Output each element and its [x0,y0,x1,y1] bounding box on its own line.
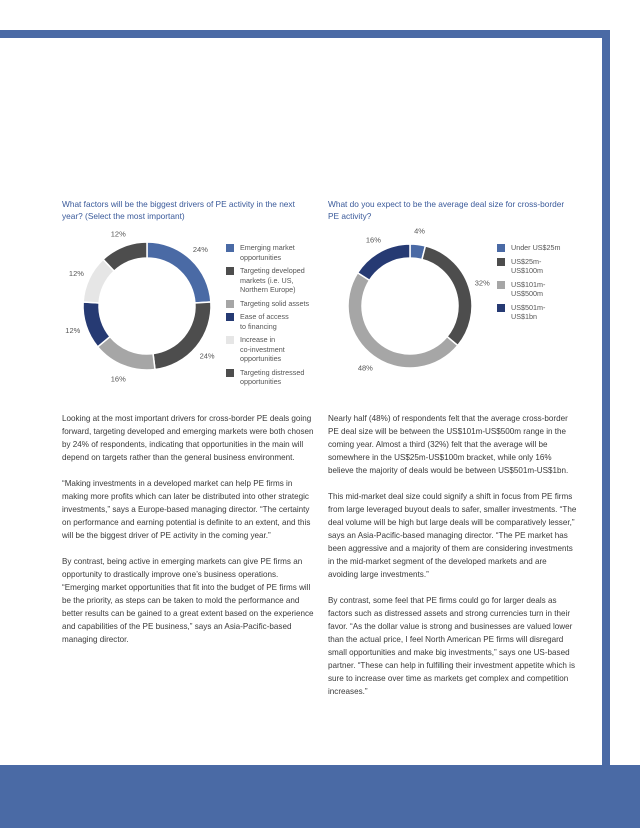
chart1-legend [226,243,326,391]
chart1-legend-item-0 [226,243,326,262]
chart1-slice-3 [83,302,110,347]
chart1-slice-label-3: 12% [65,326,81,336]
chart2-legend-label-3: US$501m- US$1bn [511,302,546,321]
left-paragraph-1: Looking at the most important drivers for cross-border PE deals going forward, targeting developed and emerging markets were both chosen by 24% of respondents, indicating that opportunities in the main will depend on targets rather than the general business environment. [62,414,314,462]
chart2-slice-label-1: 32% [474,278,490,288]
right-paragraph-2: This mid-market deal size could signify a shift in focus from PE firms from large leveraged buyout deals to safer, smaller investments. “The deal volume will be high but large deals will be comparatively lesser,” says an Asia-Pacific-based managing director. “The PE market has been aggressive and a majority of them are considering investments in the mid-market segment of the developed markets and are avoiding large investments.” [328,492,577,579]
right-border-bar [602,30,610,770]
chart2-legend-swatch-3 [497,304,505,312]
chart1-legend-label-0: Emerging market opportunities [240,243,295,262]
chart1-legend-item-3 [226,312,326,331]
chart2-legend-item-0 [497,243,587,253]
page-top-margin [0,0,640,30]
chart1-slice-5 [103,242,147,271]
chart1-legend-item-5 [226,368,326,387]
chart2-legend-item-1 [497,257,587,276]
chart1-legend-item-2 [226,299,326,309]
chart1-legend-swatch-1 [226,267,234,275]
chart2-title: What do you expect to be the average deal size for cross-border PE activity? [328,199,565,221]
left-text-column [62,412,317,659]
chart1-slice-label-4: 12% [68,268,84,278]
chart2-slice-2 [348,273,458,368]
chart1-slice-label-2: 16% [110,374,126,384]
chart1-legend-swatch-3 [226,313,234,321]
chart1-donut [62,229,222,384]
chart2-legend-label-2: US$101m- US$500m [511,279,546,298]
chart1-slice-label-0: 24% [192,245,208,255]
chart1-legend-label-5: Targeting distressed opportunities [240,367,305,386]
left-paragraph-3: By contrast, being active in emerging markets can give PE firms an opportunity to drastically improve one’s business operations. “Emerging market opportunities that fit into the budget of PE firms will be the priority, as steps can be taken to mold the performance and better results can be gained to a great extent based on the experience and capabilities of the PE business,” says an Asia-Pacific-based managing director. [62,557,314,644]
right-paragraph-1: Nearly half (48%) of respondents felt that the average cross-border PE deal size will be between the US$101m-US$500m range in the coming year. Almost a third (32%) felt that the average will be somewhere in the US$25m-US$100m bracket, while only 16% believe the majority of deals would be between US$501m-US$1bn. [328,414,569,475]
chart1-legend-label-3: Ease of access to financing [240,312,289,331]
chart2-donut [340,226,490,378]
chart1-legend-swatch-5 [226,369,234,377]
chart1-slice-2 [98,337,155,370]
chart2-slice-3 [358,244,410,280]
chart1-legend-label-1: Targeting developed markets (i.e. US, Northern Europe) [240,266,305,294]
chart2-legend-item-2 [497,280,587,299]
chart2-slice-label-2: 48% [357,363,373,373]
chart1-legend-swatch-4 [226,336,234,344]
chart2-legend-item-3 [497,303,587,322]
right-text-column [328,412,578,711]
chart1-legend-item-1 [226,266,326,295]
footer-band [0,765,640,828]
chart1-slice-label-5: 12% [110,229,126,239]
chart2-legend-swatch-1 [497,258,505,266]
chart2-legend-label-1: US$25m- US$100m [511,256,543,275]
chart1-legend-item-4 [226,335,326,364]
chart1-title: What factors will be the biggest drivers of PE activity in the next year? (Select the most important) [62,199,295,221]
chart2-legend-swatch-2 [497,281,505,289]
chart2-slice-label-3: 16% [365,235,381,245]
chart1-legend-swatch-0 [226,244,234,252]
right-paragraph-3: By contrast, some feel that PE firms could go for larger deals as factors such as distressed assets and strong currencies turn in their favor. “As the dollar value is strong and businesses are valued lower than the actual price, I feel North American PE firms will disregard small opportunities and make big investments,” says one US-based partner. “These can help in fulfilling their investment appetite which is sure to increase over time as markets get complex and competition increases.” [328,596,575,696]
chart2-legend-swatch-0 [497,244,505,252]
chart2-slice-1 [422,246,472,346]
chart1-legend-label-4: Increase in co-investment opportunities [240,335,285,363]
chart2-slice-label-0: 4% [414,226,425,236]
left-paragraph-2: “Making investments in a developed market can help PE firms in making more profits which can later be distributed into other strategic investments,” says a Europe-based managing director. “The certainty on performance and earning potential is definite to an extent, and this will be the biggest driver of PE activity in the coming year.” [62,479,311,540]
chart2-legend [497,243,587,326]
chart2-legend-label-0: Under US$25m [511,243,561,252]
chart1-slice-label-1: 24% [199,351,215,361]
chart1-legend-swatch-2 [226,300,234,308]
page-number: 7 [566,732,573,744]
top-border-bar [0,30,610,38]
chart1-legend-label-2: Targeting solid assets [240,298,310,308]
